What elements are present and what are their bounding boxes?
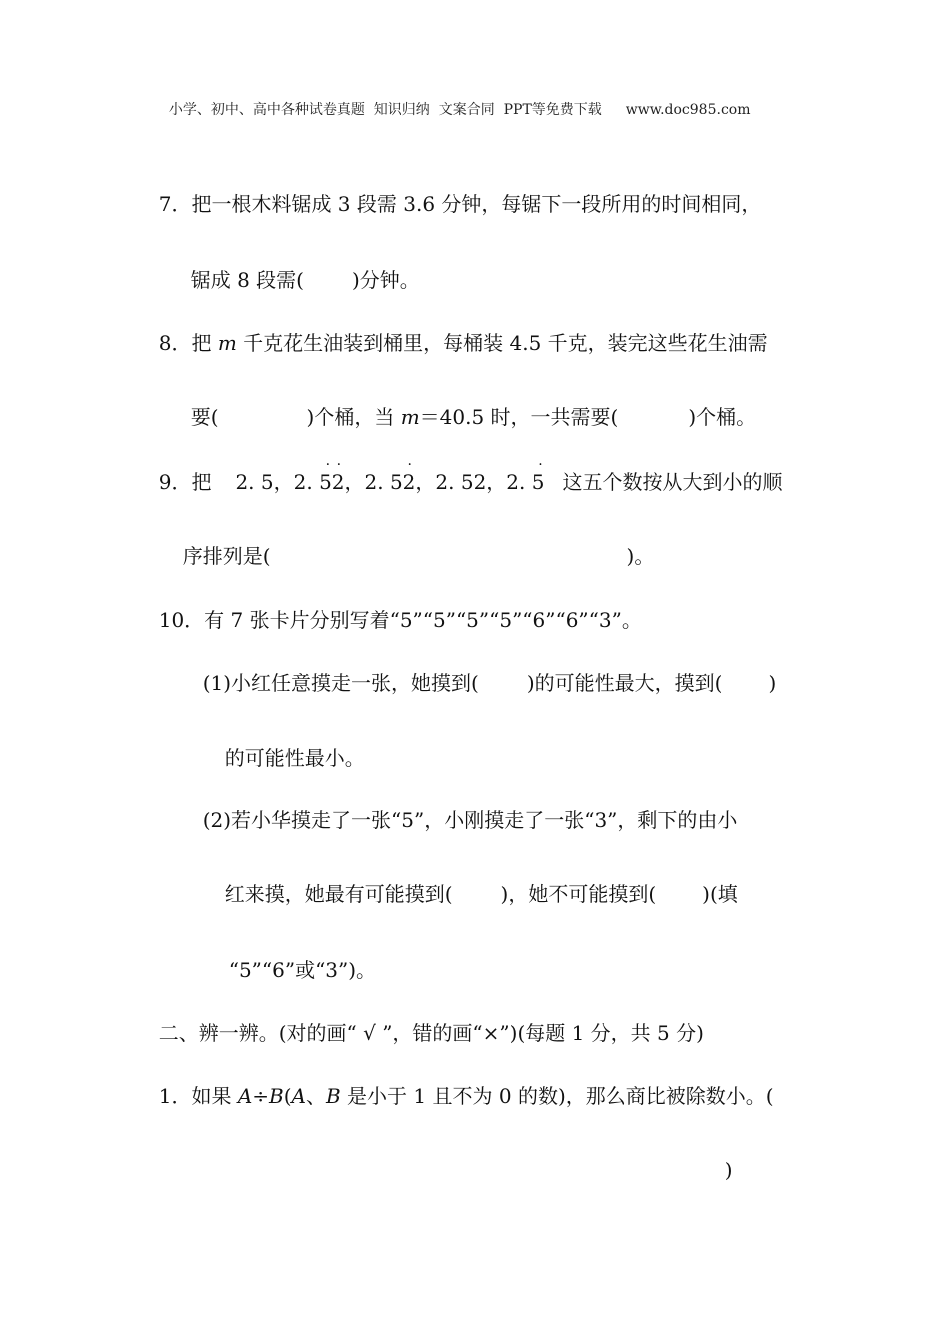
repeat-dot: · <box>336 457 342 473</box>
number-2-52-repeating-2 <box>364 457 416 496</box>
number-text: 2. 52 <box>435 470 487 494</box>
q9-line2 <box>170 514 654 570</box>
number-text: 2. 5 <box>506 470 545 494</box>
divide-sign: ÷ <box>252 1084 270 1108</box>
q10-p1-line1 <box>190 641 776 697</box>
separator: ， <box>344 470 365 494</box>
number-text: 2. 52 <box>293 470 345 494</box>
section-2-title <box>146 991 704 1047</box>
q9-text-a: 序排列是( <box>182 544 271 568</box>
q10-p2-text-c: )(填 <box>702 882 738 906</box>
q9-suffix: 这五个数按从大到小的顺 <box>562 470 783 494</box>
q10-p1-text-a: (1)小红任意摸走一张，她摸到( <box>202 671 479 695</box>
q10-p2-text-line3: “5”“6”或“3”)。 <box>228 958 377 982</box>
number-text: 2. 52 <box>364 470 416 494</box>
number-text: 2. 5 <box>235 470 274 494</box>
q8-line2 <box>178 375 756 431</box>
q10-p2-text-a: 红来摸，她最有可能摸到( <box>224 882 453 906</box>
q8-text-b2: )个桶，当 <box>306 405 401 429</box>
repeat-dot: · <box>538 457 543 473</box>
q7-line1 <box>146 162 761 218</box>
q7-line2 <box>178 238 420 294</box>
s2q1-text-a: 1．如果 <box>158 1084 238 1108</box>
s2q1-answer-close[interactable] <box>712 1128 733 1184</box>
q8-text-c2: ＝40.5 时，一共需要( <box>419 405 619 429</box>
q10-p1-text-b: )的可能性最大，摸到( <box>526 671 723 695</box>
variable-m: m <box>400 405 420 429</box>
q8-text-d2: )个桶。 <box>688 405 757 429</box>
q10-p1-text-c: ) <box>768 671 777 695</box>
paren-close: ) <box>724 1158 733 1182</box>
number-2-52 <box>435 468 486 496</box>
separator: ， <box>273 470 294 494</box>
variable-B: B <box>326 1084 341 1108</box>
q10-p2-text-b: )，她不可能摸到( <box>500 882 657 906</box>
q10-p1-text-line2: 的可能性最小。 <box>224 746 365 770</box>
number-2-52-repeating-52 <box>293 457 345 496</box>
separator: ， <box>415 470 436 494</box>
variable-A: A <box>291 1084 306 1108</box>
q7-text-b: )分钟。 <box>351 268 420 292</box>
q10-p1-line2 <box>212 716 365 772</box>
q10-intro <box>146 578 642 634</box>
q8-text-a2: 要( <box>190 405 219 429</box>
q10-p2-text-line1: (2)若小华摸走了一张“5”，小刚摸走了一张“3”，剩下的由小 <box>202 808 738 832</box>
q9-line1 <box>146 440 782 496</box>
q10-p2-line3 <box>216 928 376 984</box>
comma: 、 <box>306 1084 326 1108</box>
header-text: 小学、初中、高中各种试卷真题 知识归纳 文案合同 PPT等免费下载 <box>168 102 602 118</box>
s2q1-text-rest: 是小于 1 且不为 0 的数)，那么商比被除数小。( <box>340 1084 774 1108</box>
q8-text-a: 8．把 <box>158 331 218 355</box>
header-url: www.doc985.com <box>625 102 751 118</box>
q8-line1 <box>146 301 768 357</box>
q10-intro-text: 10．有 7 张卡片分别写着“5”“5”“5”“5”“6”“6”“3”。 <box>158 608 642 632</box>
q10-p2-line2 <box>212 852 738 908</box>
q8-text-b: 千克花生油装到桶里，每桶装 4.5 千克，装完这些花生油需 <box>236 331 768 355</box>
variable-m: m <box>217 331 237 355</box>
q7-text: 7．把一根木料锯成 3 段需 3.6 分钟，每锯下一段所用的时间相同， <box>158 192 762 216</box>
page-header <box>160 68 750 124</box>
s2q1-line1 <box>146 1054 774 1110</box>
variable-A: A <box>237 1084 253 1108</box>
number-2-5 <box>235 468 273 496</box>
separator: ， <box>486 470 507 494</box>
paren-open: ( <box>283 1084 292 1108</box>
q9-text-b: )。 <box>626 544 655 568</box>
number-2-5-repeating <box>506 457 545 496</box>
q7-text-a: 锯成 8 段需( <box>190 268 304 292</box>
repeat-dot: · <box>325 457 331 473</box>
section-2-title-text: 二、辨一辨。(对的画“ √ ”，错的画“×”)(每题 1 分，共 5 分) <box>158 1021 704 1045</box>
variable-B: B <box>269 1084 284 1108</box>
q9-prefix: 9．把 <box>158 470 212 494</box>
repeat-dot: · <box>407 457 412 473</box>
q10-p2-line1 <box>190 778 737 834</box>
